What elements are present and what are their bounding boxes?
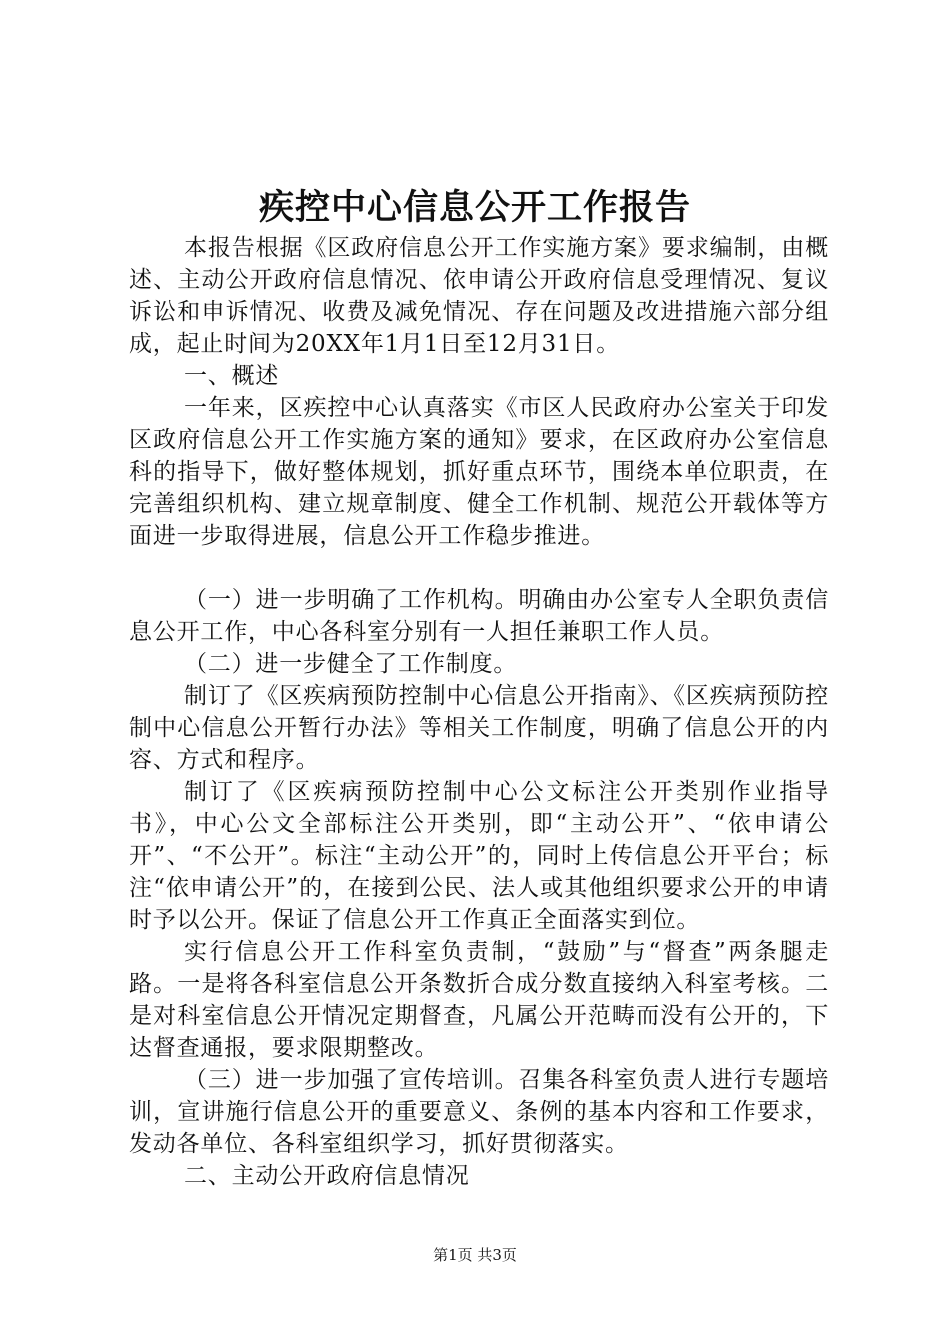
document-title: 疾控中心信息公开工作报告 (258, 187, 691, 228)
rules-paragraph-2: 制订了《区疾病预防控制中心公文标注公开类别作业指导书》，中心公文全部标注公开类别，即“主动公开”、“依申请公开”、“不公开”。标注“主动公开”的，同时上传信息公开平台；标注“依申请公开”的，在接到公民、法人或其他组织要求公开的申请时予以公开。保证了信息公开工作真正全面落实到位。 (129, 779, 829, 933)
rules-paragraph-3: 实行信息公开工作科室负责制，“鼓励”与“督查”两条腿走路。一是将各科室信息公开条数折合成分数直接纳入科室考核。二是对科室信息公开情况定期督查，凡属公开范畴而没有公开的，下达督查通报，要求限期整改。 (129, 939, 829, 1061)
intro-paragraph: 本报告根据《区政府信息公开工作实施方案》要求编制，由概述、主动公开政府信息情况、依申请公开政府信息受理情况、复议诉讼和申诉情况、收费及减免情况、存在问题及改进措施六部分组成，起止时间为20XX年1月1日至12月31日。 (129, 235, 829, 357)
subsection-rules-heading: （二）进一步健全了工作制度。 (184, 651, 518, 677)
rules-paragraph-1: 制订了《区疾病预防控制中心信息公开指南》、《区疾病预防控制中心信息公开暂行办法》等相关工作制度，明确了信息公开的内容、方式和程序。 (129, 683, 829, 773)
overview-paragraph: 一年来，区疾控中心认真落实《市区人民政府办公室关于印发区政府信息公开工作实施方案的通知》要求，在区政府办公室信息科的指导下，做好整体规划，抓好重点环节，围绕本单位职责，在完善组织机构、建立规章制度、健全工作机制、规范公开载体等方面进一步取得进展，信息公开工作稳步推进。 (129, 395, 829, 549)
subsection-training: （三）进一步加强了宣传培训。召集各科室负责人进行专题培训，宣讲施行信息公开的重要意义、条例的基本内容和工作要求，发动各单位、各科室组织学习，抓好贯彻落实。 (129, 1067, 829, 1157)
page-number-footer: 第1页 共3页 (433, 1246, 517, 1264)
section-heading-active-disclosure: 二、主动公开政府信息情况 (184, 1163, 470, 1189)
subsection-organization: （一）进一步明确了工作机构。明确由办公室专人全职负责信息公开工作，中心各科室分别有一人担任兼职工作人员。 (129, 587, 829, 645)
document-body (129, 232, 829, 1192)
section-heading-overview: 一、概述 (184, 363, 280, 389)
